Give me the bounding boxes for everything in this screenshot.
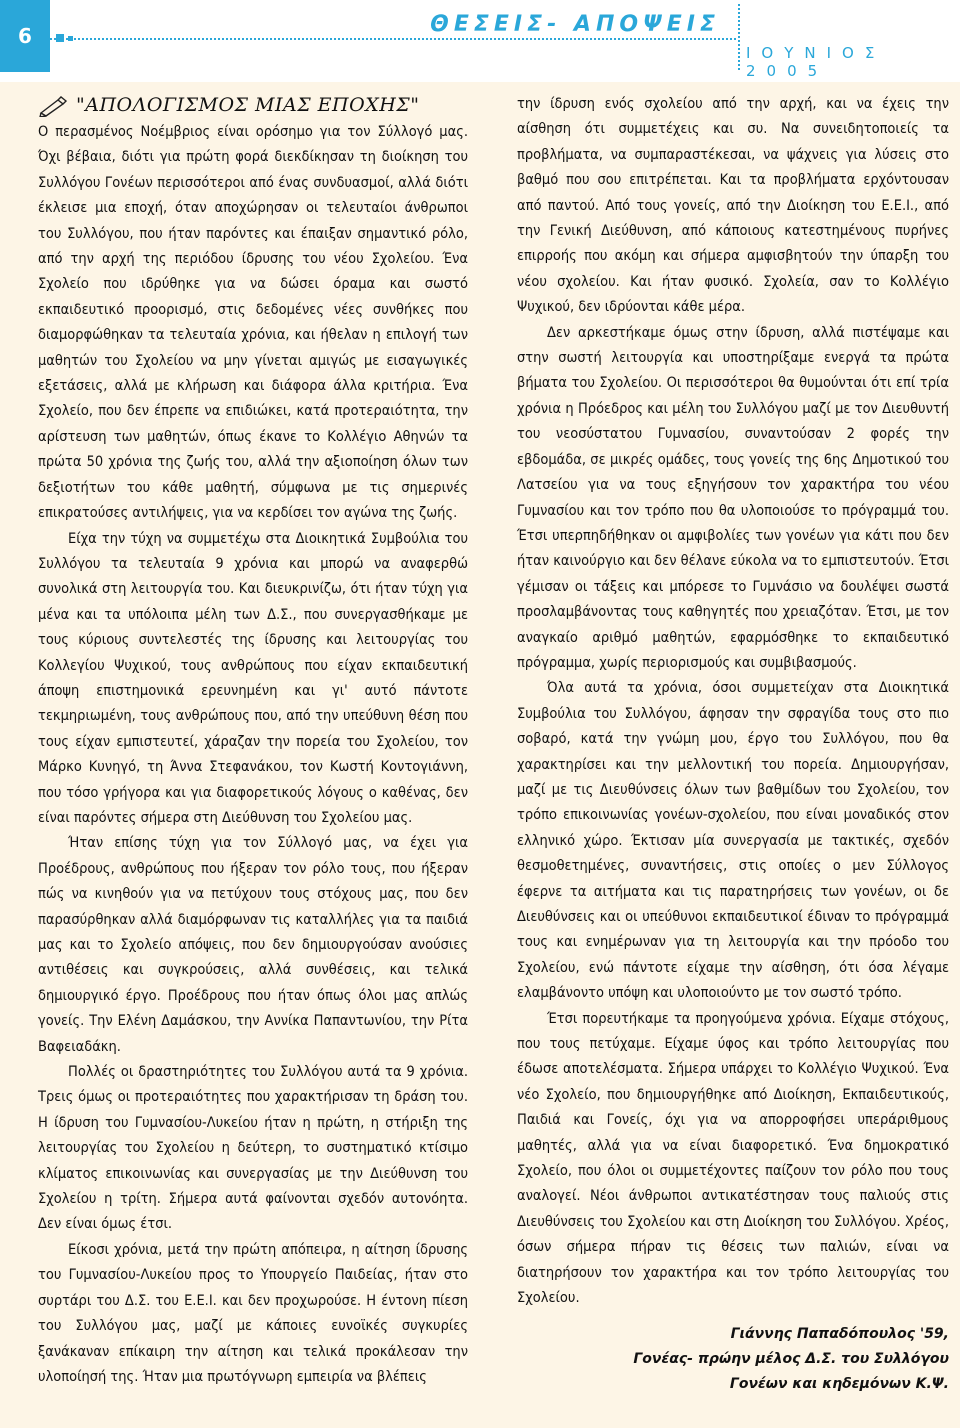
paragraph: Είκοσι χρόνια, μετά την πρώτη απόπειρα, η αίτηση ίδρυσης του Γυμνασίου-Λυκείου προς το Υπουργείο Παιδείας, ήταν στο συρτάρι του Δ.Σ. του Ε.Ε.Ι. και δεν προχωρούσε. Η έντονη πίεση του Συλλόγου μας, μαζί με κάποιες ευνοϊκές συγκυρίες ξανάκαναν επίκαιρη την αίτηση και τελικά προκάλεσαν την υλοποίησή της. Ήταν μια πρωτόγνωρη εμπειρία να βλέπεις [38,1241,468,1385]
paragraph: Έτσι πορευτήκαμε τα προηγούμενα χρόνια. Είχαμε στόχους, που τους πετύχαμε. Είχαμε ύφος και τρόπο λειτουργίας που έδωσε αποτελέσματα. Σήμερα υπάρχει το Κολλέγιο Ψυχικού. Ένα νέο Σχολείο, που δημιουργήθηκε από Διοίκηση, Εκπαιδευτικούς, Παιδιά και Γονείς, όχι για να απορροφήσει υπεράριθμους μαθητές, αλλά για να είναι διαφορετικό. Ένα δημοκρατικό Σχολείο, που όλοι οι συμμετέχοντες παίζουν τον ρόλο που τους αναλογεί. Νέοι άνθρωποι αντικατέστησαν τους παλιούς στις Διευθύνσεις του Σχολείου και στη Διοίκηση του Συλλόγου. Χρέος, όσων σήμερα πήραν τις θέσεις των παλιών, είναι να διατηρήσουν τον χαρακτήρα και τον τρόπο λειτουργίας του Σχολείου. [517,1010,949,1307]
header-vertical-divider [738,4,740,70]
paragraph: Ο περασμένος Νοέμβριος είναι ορόσημο για τον Σύλλογό μας. Όχι βέβαια, διότι για πρώτη φορά διεκδίκησαν τη διοίκηση του Συλλόγου Γονέων περισσότεροι από ένας συνδυασμοί, αλλά διότι έκλεισε μια εποχή, όταν αποχώρησαν οι τελευταίοι άνθρωποι του Συλλόγου, που ήταν παρόντες και έπαιξαν σημαντικό ρόλο, από την αρχή της περιόδου ίδρυσης του νέου Σχολείου. Ένα Σχολείο που ιδρύθηκε για να δώσει όραμα και σωστό εκπαιδευτικό προορισμό, στις δεδομένες νέες συνθήκες που διαμορφώθηκαν τα τελευταία χρόνια, και ήθελαν η επιλογή των μαθητών του Σχολείου να μην γίνεται αμιγώς με εισαγωγικές εξετάσεις, αλλά με κλήρωση και διάφορα άλλα κριτήρια. Ένα Σχολείο, που δεν έπρεπε να επιδιώκει, κατά προτεραιότητα, την αρίστευση των μαθητών, όπως έκανε το Κολλέγιο Αθηνών τα πρώτα 50 χρόνια της ζωής του, αλλά την αξιοποίηση όλων των δεξιοτήτων του κάθε μαθητή, σύμφωνα με τις σημερινές επικρατούσες αντιλήψεις, για να κερδίσει τον αγώνα της ζωής. [38,124,468,522]
page-number-text: 6 [18,24,32,48]
article-column-left [38,92,468,1390]
paragraph: Δεν αρκεστήκαμε όμως στην ίδρυση, αλλά πιστέψαμε και στην σωστή λειτουργία και υποστηρίξαμε ενεργά τα πρώτα βήματα του Σχολείου. Οι περισσότεροι θα θυμούνται ότι επί τρία χρόνια η Πρόεδρος και μέλη του Συλλόγου μαζί με τον Διευθυντή του νεοσύστατου Γυμνασίου, συναντούσαν 2 φορές την εβδομάδα, σε μικρές ομάδες, τους γονείς της 6ης Δημοτικού του Λατσείου για να τους εξηγήσουν τον χαρακτήρα του νέου Γυμνασίου και τον τρόπο που θα υλοποιούσε το πρόγραμμά του. Έτσι υπερπηδήθηκαν οι αμφιβολίες των γονέων για κάτι που δεν ήταν καινούργιο και δεν θέλανε εύκολα να το εμπιστευτούν. Έτσι γέμισαν οι τάξεις και μπόρεσε το Γυμνάσιο να δουλέψει σωστά προσλαμβάνοντας τους καθηγητές που χρειαζόταν. Έτσι, με τον αναγκαίο αριθμό μαθητών, εφαρμόσθηκε το εκπαιδευτικό πρόγραμμα, χωρίς περιορισμούς και συμβιβασμούς. [517,324,949,671]
pencil-icon [38,95,68,117]
author-name: Γιάννης Παπαδόπουλος '59, [730,1325,949,1342]
header-divider [50,38,736,40]
paragraph: την ίδρυση ενός σχολείου από την αρχή, και να έχεις την αίσθηση ότι συμμετέχεις και συ. Να συνειδητοποιείς τα προβλήματα, να συμπαραστέκεσαι, να ψάχνεις για λύσεις στο βαθμό που σου επιτρέπεται. Και τα προβλήματα ερχόντουσαν από παντού. Από τους γονείς, από την Διοίκηση του Ε.Ε.Ι., από την Γενική Διεύθυνση, από κάποιους κατεστημένους πυρήνες επιρροής που ακόμη και σήμερα αμφισβητούν την ύπαρξη του νέου σχολείου. Και ήταν φυσικό. Σχολεία, σαν το Κολλέγιο Ψυχικού, δεν ιδρύονται κάθε μέρα. [517,96,949,316]
author-signature [517,1322,949,1397]
article-column-right [517,92,949,1397]
page-number [0,0,50,72]
issue-date: ΙΟΥΝΙΟΣ 2005 [746,44,886,80]
paragraph: Όλα αυτά τα χρόνια, όσοι συμμετείχαν στα Διοικητικά Συμβούλια του Συλλόγου, άφησαν την σφραγίδα τους στο πιο σοβαρό, κατά την γνώμη μου, έργο του Συλλόγου, που θα χαρακτηρίσει και την μελλοντική του πορεία. Δημιουργήσαν, μαζί με τις Διευθύνσεις όλων των βαθμίδων του Σχολείου, τον τρόπο επικοινωνίας γονέων-σχολείου, που είναι μοναδικός στον ελληνικό χώρο. Έκτισαν μία συνεργασία με τακτικές, σχεδόν θεσμοθετημένες, συναντήσεις, στις οποίες ο μεν Σύλλογος έφερνε τα αιτήματα και τις παρατηρήσεις των γονέων, οι δε Διευθύνσεις και οι υπεύθυνοι εκπαιδευτικοί έδιναν το πρόγραμμά τους και ενημέρωναν για τη λειτουργία και την πρόοδο του Σχολείου, ενώ πάντοτε είχαμε την αίσθηση, ότι όσα λέγαμε ελαμβάνοντο υπόψη και υλοποιούντο με τον σωστό τρόπο. [517,680,949,1002]
headline-text: "ΑΠΟΛΟΓΙΣΜΟΣ ΜΙΑΣ ΕΠΟΧΗΣ" [76,94,420,117]
header-square-decoration [56,34,64,42]
header-square-decoration-small [68,36,73,41]
article-body [0,82,960,1428]
section-title: ΘΕΣΕΙΣ- ΑΠΟΨΕΙΣ [430,12,720,37]
paragraph: Ήταν επίσης τύχη για τον Σύλλογό μας, να έχει για Προέδρους, ανθρώπους που ήξεραν τον ρόλο τους, που ήξεραν πώς να κινηθούν για να πετύχουν τους στόχους μας, που δεν παρασύρθηκαν αλλά διαμόρφωναν τις καταλλήλες για τα παιδιά μας και το Σχολείο απόψεις, που δεν δημιουργούσαν ανούσιες αντιθέσεις και συγκρούσεις, αλλά συνθέσεις, και τελικά δημιουργικό έργο. Προέδρους που ήταν όπως όλοι μας απλώς γονείς. Την Ελένη Δαμάσκου, την Αννίκα Παπαντωνίου, την Ρίτα Βαφειαδάκη. [38,835,468,1055]
article-headline [38,92,468,120]
author-role: Γονέων και κηδεμόνων Κ.Ψ. [729,1375,949,1392]
paragraph: Πολλές οι δραστηριότητες του Συλλόγου αυτά τα 9 χρόνια. Τρεις όμως οι προτεραιότητες που χαρακτήρισαν τη δράση του. Η ίδρυση του Γυμνασίου-Λυκείου ήταν η πρώτη, η στήριξη της λειτουργίας του Σχολείου η δεύτερη, το συστηματικό κτίσιμο κλίματος επικοινωνίας και συνεργασίας με την Διεύθυνση του Σχολείου η τρίτη. Σήμερα αυτά φαίνονται σχεδόν αυτονόητα. Δεν είναι όμως έτσι. [38,1064,468,1233]
paragraph: Είχα την τύχη να συμμετέχω στα Διοικητικά Συμβούλια του Συλλόγου τα τελευταία 9 χρόνια και μπορώ να αναφερθώ συνολικά στη λειτουργία του. Και διευκρινίζω, ότι ήταν τύχη για μένα και τα υπόλοιπα μέλη των Δ.Σ., που συνεργασθήκαμε με τους κύριους συντελεστές της ίδρυσης και λειτουργίας του Κολλεγίου Ψυχικού, τους ανθρώπους που είχαν εκπαιδευτική άποψη επιστημονικά ερευνημένη και γι' αυτό πάντοτε τεκμηριωμένη, τους ανθρώπους που, από την υπεύθυνη θέση που τους είχαν εμπιστευτεί, χάραζαν την πορεία του Σχολείου, τον Μάρκο Κυνηγό, τη Άννα Στεφανάκου, τον Κωστή Κοντογιάννη, που τόσο γρήγορα και για διαφορετικούς λόγους ο καθένας, δεν είναι παρόντες σήμερα στη Διεύθυνση του Σχολείου μας. [38,530,468,826]
author-role: Γονέας- πρώην μέλος Δ.Σ. του Συλλόγου [633,1350,949,1367]
